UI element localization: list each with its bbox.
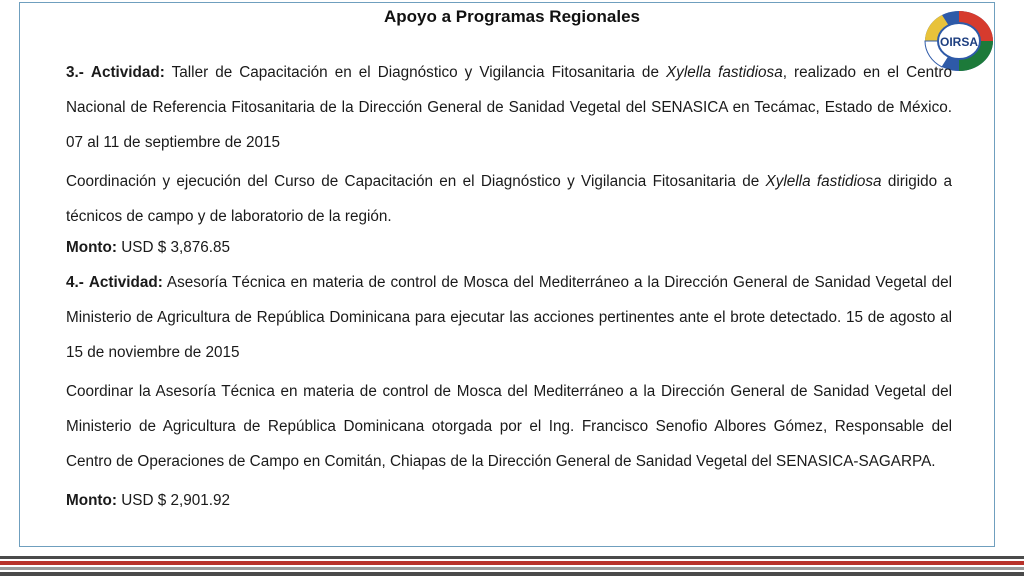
item4-activity — [66, 265, 952, 370]
item4-text: Asesoría Técnica en materia de control de Mosca del Mediterráneo a la Dirección General de Sanidad Vegetal del Ministerio de Agricultura de República Dominicana para ejecutar las acciones pertinentes ante el brote detectado. 15 de agosto al 15 de noviembre de 2015 — [66, 274, 952, 361]
slide-title: Apoyo a Programas Regionales — [383, 7, 641, 26]
item3-text-a: Taller de Capacitación en el Diagnóstico y Vigilancia Fitosanitaria de — [164, 64, 666, 81]
item3-desc-a: Coordinación y ejecución del Curso de Capacitación en el Diagnóstico y Vigilancia Fitosanitaria de — [66, 173, 766, 190]
item3-text-b: , realizado en el Centro Nacional de Referencia Fitosanitaria de la Dirección General de Sanidad Vegetal del SENASICA en Tecámac, Estado de México. 07 al 11 de septiembre de 2015 — [66, 64, 952, 151]
item3-label: Actividad: — [90, 64, 165, 81]
content-body — [66, 55, 952, 518]
item3-amount-label: Monto: — [66, 239, 117, 256]
footer-bar-gray — [0, 567, 1024, 570]
item3-activity — [66, 55, 952, 160]
footer-bar-dark-bottom — [0, 572, 1024, 576]
item4-description: Coordinar la Asesoría Técnica en materia de control de Mosca del Mediterráneo a la Dirección General de Sanidad Vegetal del Ministerio de Agricultura de República Dominicana otorgada por el Ing. Francisco Senofio Albores Gómez, Responsable del Centro de Operaciones de Campo en Comitán, Chiapas de la Dirección General de Sanidad Vegetal del SENASICA-SAGARPA. — [66, 383, 952, 470]
item3-description — [66, 164, 952, 234]
item4-number: 4.- — [66, 274, 84, 291]
footer-stripes — [0, 554, 1024, 576]
item4-label: Actividad: — [88, 274, 163, 291]
logo-text: OIRSA — [939, 35, 979, 49]
item3-amount — [66, 234, 952, 261]
item4-amount — [66, 483, 952, 518]
item3-species: Xylella fastidiosa — [665, 64, 783, 81]
item3-amount-value: USD $ 3,876.85 — [116, 239, 231, 256]
item3-desc-species: Xylella fastidiosa — [765, 173, 882, 190]
item3-desc-b: dirigido a técnicos de campo y de laboratorio de la región. — [66, 173, 953, 225]
item4-amount-label: Monto: — [66, 492, 117, 509]
footer-bar-dark — [0, 556, 1024, 559]
item3-number: 3.- — [66, 64, 84, 81]
item4-amount-value: USD $ 2,901.92 — [116, 492, 231, 509]
footer-bar-red — [0, 561, 1024, 565]
